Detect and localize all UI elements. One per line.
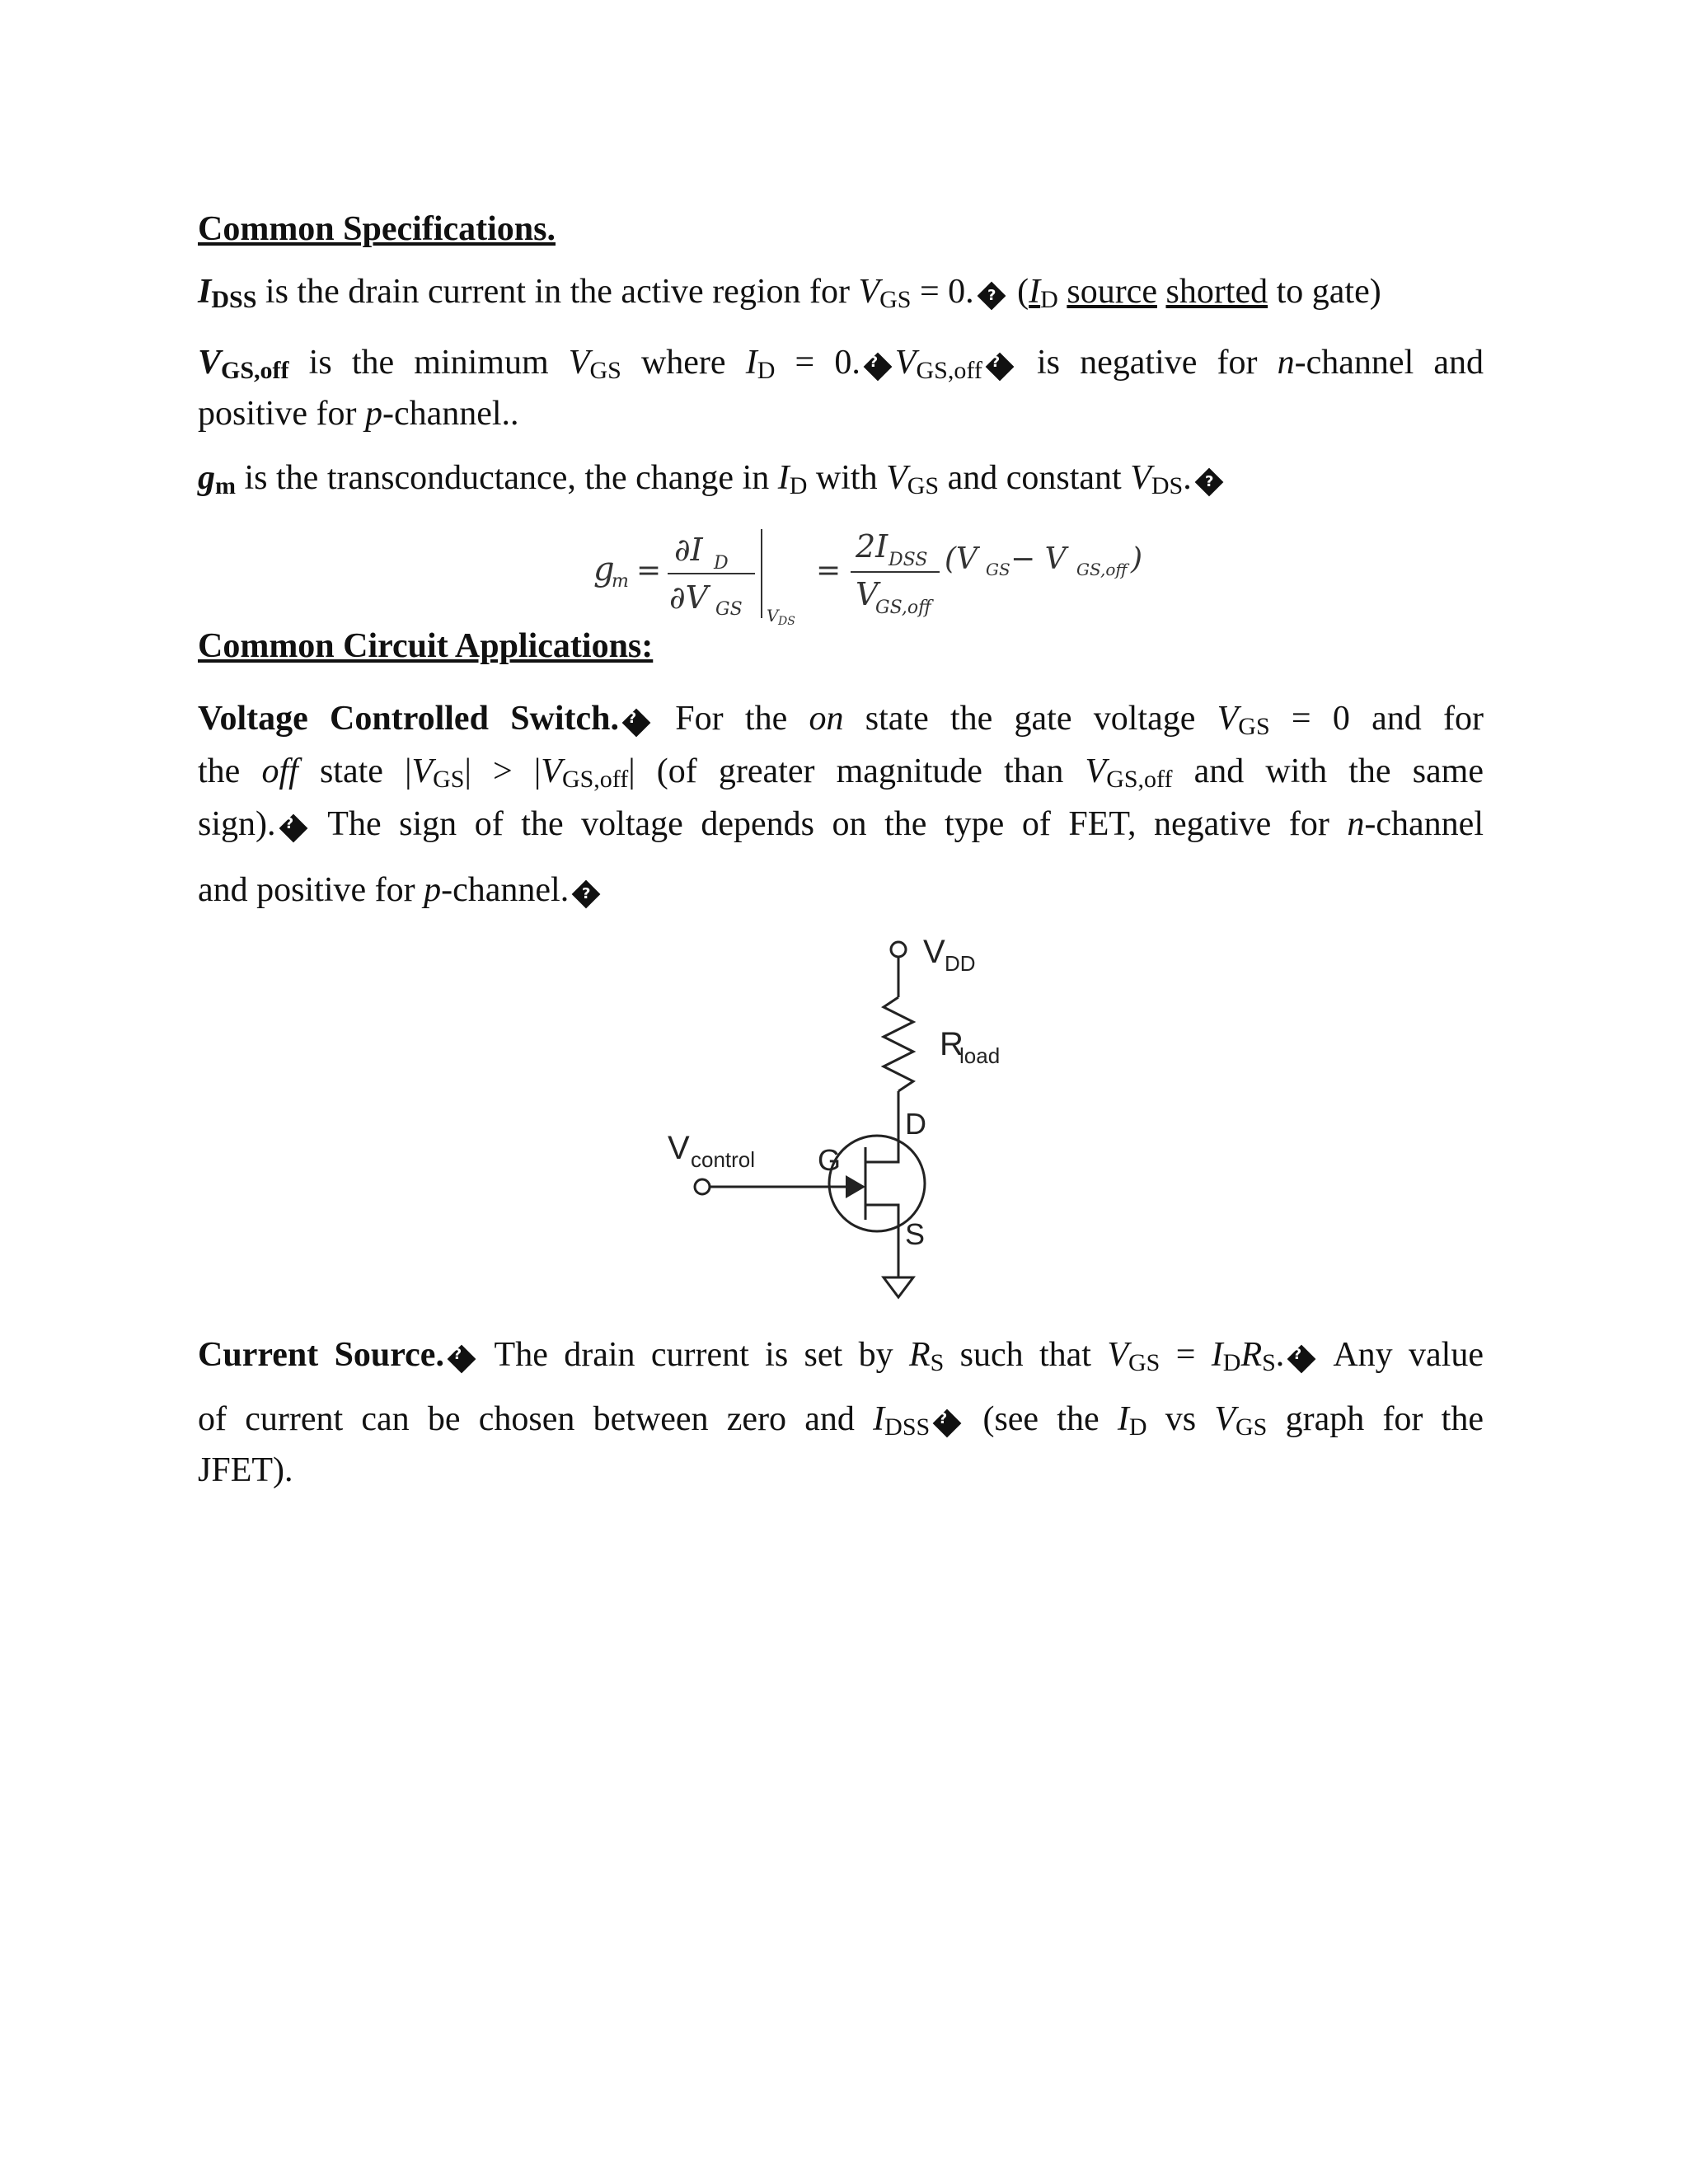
gm-symbol: g: [198, 459, 215, 497]
switch-title: Voltage Controlled Switch.: [198, 700, 620, 738]
switch-t7: | (of greater magnitude than: [628, 752, 1085, 790]
formula-den-2-sub: GS,off: [875, 598, 931, 618]
switch-t4: the: [198, 752, 262, 790]
vgs-symbol: V: [858, 273, 880, 311]
switch-t9: sign).: [198, 805, 276, 843]
vgsoff-subscript-2: GS,off: [1106, 766, 1173, 793]
id-subscript: D: [1222, 1349, 1241, 1376]
switch-line-4: [198, 864, 1484, 916]
switch-t13: -channel.: [441, 871, 570, 909]
replacement-glyph-icon: ?: [985, 353, 1014, 382]
source-label: S: [905, 1217, 926, 1251]
formula-eval-v: V: [767, 606, 779, 626]
current-t1: The drain current is set by: [478, 1336, 909, 1374]
switch-line-3: [198, 798, 1484, 851]
replacement-glyph-icon: ?: [863, 353, 892, 382]
current-t6: of current can be chosen between zero and: [198, 1400, 874, 1438]
vdd-terminal-icon: [891, 942, 906, 957]
apps-heading: Common Circuit Applications:: [198, 627, 654, 665]
formula-gm-sub: m: [612, 571, 629, 592]
rload-label: R: [940, 1026, 964, 1062]
source-word: source: [1067, 273, 1157, 311]
id-symbol: I: [1211, 1336, 1223, 1374]
rs-subscript-2: S: [1262, 1349, 1276, 1376]
current-t8: vs: [1146, 1400, 1215, 1438]
id-subscript: D: [789, 472, 808, 499]
idss-subscript: DSS: [884, 1413, 931, 1441]
rload-resistor-icon: [884, 997, 913, 1091]
replacement-glyph-icon: ?: [933, 1409, 962, 1438]
shorted-word: shorted: [1165, 273, 1268, 311]
switch-t12: and positive for: [198, 871, 424, 909]
switch-line-2: [198, 745, 1484, 798]
current-t7: (see the: [964, 1400, 1118, 1438]
current-t3: =: [1160, 1336, 1212, 1374]
vdd-subscript: DD: [945, 951, 976, 976]
switch-t10: The sign of the voltage depends on the type of FET, negative for: [310, 805, 1348, 843]
drain-label: D: [905, 1107, 926, 1141]
gate-label: G: [818, 1143, 842, 1177]
vcontrol-label: V: [668, 1130, 690, 1166]
formula-num-2: 2I: [856, 528, 889, 565]
vgs-subscript: GS: [1238, 713, 1270, 740]
current-line-1: [198, 1329, 1484, 1381]
replacement-glyph-icon: ?: [1194, 468, 1223, 497]
switch-t8: and with the same: [1172, 752, 1484, 790]
vgsoff-text-1: is the minimum: [288, 344, 569, 382]
vds-symbol: V: [1130, 459, 1151, 497]
idss-symbol: I: [198, 273, 212, 311]
current-t5: Any value: [1319, 1336, 1484, 1374]
idss-tail: to gate): [1268, 273, 1381, 311]
formula-den-1: ∂V: [669, 579, 709, 616]
switch-t3: = 0 and for: [1269, 700, 1484, 738]
off-italic: off: [261, 752, 298, 790]
rload-subscript: load: [959, 1043, 1001, 1068]
switch-t6: | > |: [464, 752, 542, 790]
jfet-switch-circuit: [643, 931, 1030, 1319]
switch-line-1: [198, 692, 1484, 745]
formula-gm: g: [593, 551, 615, 588]
id-subscript: D: [757, 357, 776, 384]
vgsoff-line-1: [198, 336, 1484, 389]
vgsoff-line-2: [198, 387, 1484, 440]
vgsoff-subscript: GS,off: [221, 357, 289, 384]
replacement-glyph-icon: ?: [1287, 1345, 1316, 1374]
n-italic: n: [1277, 344, 1295, 382]
switch-t2: state the gate voltage: [843, 700, 1217, 738]
rs-symbol-2: R: [1240, 1336, 1263, 1374]
vgsoff-subscript: GS,off: [561, 766, 629, 793]
gm-subscript: m: [215, 472, 236, 499]
idss-text-2: = 0.: [911, 273, 974, 311]
vgs-symbol: V: [1217, 700, 1239, 738]
vgsoff-line2-a: positive for: [198, 395, 365, 433]
id-symbol: I: [777, 459, 790, 497]
formula-den-2: V: [856, 576, 879, 612]
current-line-2: [198, 1393, 1484, 1446]
vcontrol-subscript: control: [691, 1147, 756, 1172]
on-italic: on: [809, 700, 844, 738]
vgsoff-text-5: -channel and: [1294, 344, 1484, 382]
ground-icon: [884, 1277, 913, 1297]
gate-arrow-icon: [846, 1175, 865, 1198]
vgsoff-symbol: V: [198, 344, 222, 382]
p-italic: p: [364, 395, 382, 433]
vgs-symbol: V: [411, 752, 434, 790]
formula-num-1-sub: D: [714, 553, 729, 574]
vgsoff-line2-b: -channel..: [382, 395, 519, 433]
vdd-label: V: [923, 934, 945, 970]
vgsoff-symbol-2: V: [894, 344, 917, 382]
vgs-subscript: GS: [907, 472, 940, 499]
vgs-symbol-2: V: [1214, 1400, 1236, 1438]
formula-eq-1: =: [636, 554, 662, 588]
formula-eq-2: =: [816, 554, 842, 588]
vgs-subscript: GS: [433, 766, 465, 793]
gm-text-2: with: [807, 459, 887, 497]
formula-num-2-sub: DSS: [889, 550, 928, 570]
formula-eval-ds: DS: [778, 615, 795, 628]
replacement-glyph-icon: ?: [572, 880, 601, 909]
formula-den-1-sub: GS: [715, 599, 743, 620]
idss-symbol: I: [873, 1400, 885, 1438]
vgsoff-text-2: where: [621, 344, 746, 382]
vgsoff-text-4: is negative for: [1016, 344, 1278, 382]
gm-text-3: and constant: [939, 459, 1131, 497]
current-t4: .: [1275, 1336, 1285, 1374]
vgsoff-text-3: = 0.: [775, 344, 860, 382]
vcontrol-terminal-icon: [695, 1179, 710, 1194]
id-symbol: I: [1029, 273, 1041, 311]
gm-text-4: .: [1183, 459, 1192, 497]
rs-subscript: S: [930, 1349, 945, 1376]
switch-t1: For the: [654, 700, 809, 738]
vgsoff-symbol-2: V: [1085, 752, 1107, 790]
vgsoff-subscript-2: GS,off: [916, 357, 982, 384]
id-subscript-2: D: [1128, 1413, 1147, 1441]
replacement-glyph-icon: ?: [622, 709, 651, 738]
vgs-subscript: GS: [589, 357, 621, 384]
current-title: Current Source.: [198, 1336, 444, 1374]
id-symbol-2: I: [1117, 1400, 1129, 1438]
formula-paren-close: ): [1131, 542, 1143, 576]
replacement-glyph-icon: ?: [977, 282, 1006, 311]
transconductance-formula: [577, 521, 1154, 628]
current-t9: graph for the: [1267, 1400, 1484, 1438]
idss-subscript: DSS: [211, 286, 257, 313]
gm-text-1: is the transconductance, the change in: [236, 459, 778, 497]
vgs-subscript: GS: [1128, 1349, 1160, 1376]
vds-subscript: DS: [1151, 472, 1184, 499]
switch-t11: -channel: [1364, 805, 1484, 843]
vgsoff-symbol: V: [541, 752, 562, 790]
idss-text-1: is the drain current in the active region for: [256, 273, 859, 311]
current-line-3: JFET).: [198, 1451, 293, 1489]
vgs-symbol: V: [1107, 1336, 1128, 1374]
specs-heading: Common Specifications.: [198, 210, 556, 248]
rs-symbol: R: [908, 1336, 931, 1374]
formula-num-1: ∂I: [674, 532, 703, 568]
formula-paren-sub-2: GS,off: [1076, 560, 1128, 579]
id-subscript: D: [1040, 286, 1058, 313]
vgs-symbol: V: [886, 459, 907, 497]
replacement-glyph-icon: ?: [279, 814, 307, 843]
id-symbol: I: [745, 344, 757, 382]
vgs-symbol: V: [568, 344, 590, 382]
formula-minus-v: − V: [1010, 542, 1067, 576]
replacement-glyph-icon: ?: [448, 1345, 476, 1374]
formula-paren-v: (V: [945, 542, 978, 576]
idss-line: [198, 265, 1484, 318]
vgs-subscript-2: GS: [1235, 1413, 1268, 1441]
gm-line: [198, 452, 1484, 504]
current-t2: such that: [944, 1336, 1108, 1374]
paren-open: (: [1008, 273, 1029, 311]
formula-paren-sub-1: GS: [986, 560, 1010, 579]
n-italic: n: [1347, 805, 1365, 843]
switch-t5: state |: [298, 752, 412, 790]
p-italic: p: [424, 871, 442, 909]
vgs-subscript: GS: [879, 286, 912, 313]
